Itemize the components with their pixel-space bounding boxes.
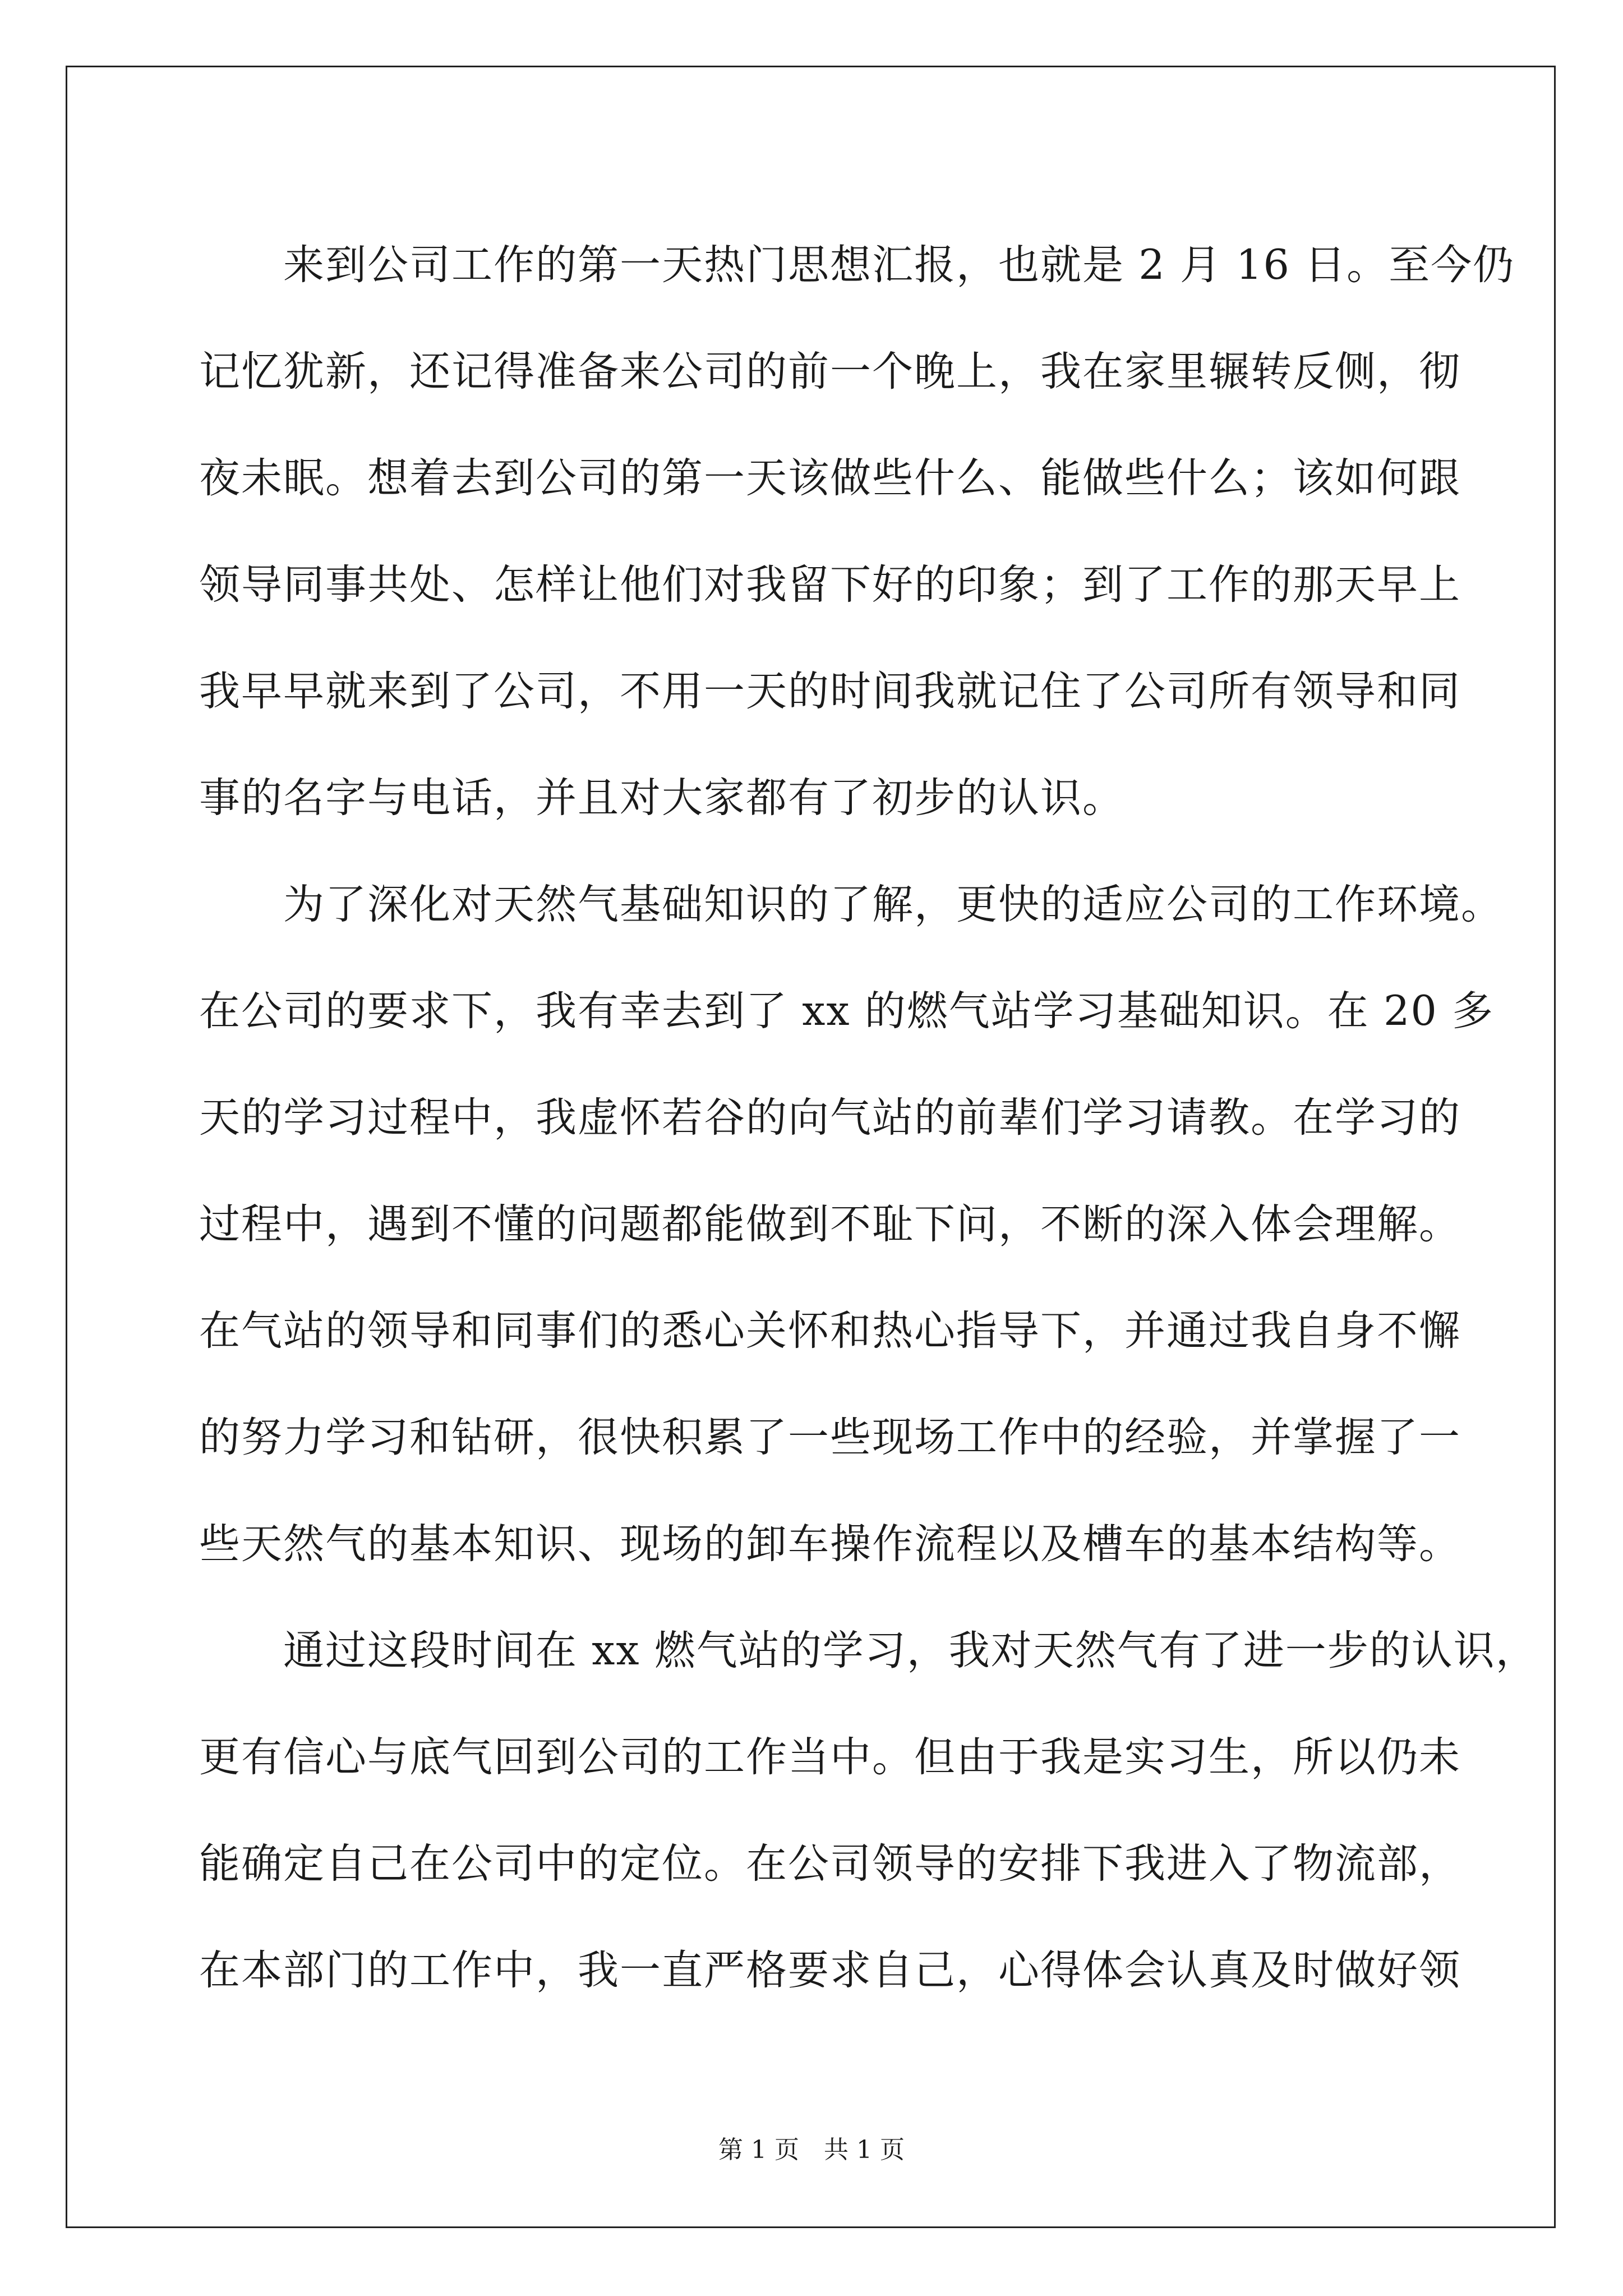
text-line: 事的名字与电话，并且对大家都有了初步的认识。 <box>199 774 1124 822</box>
paragraph-2 <box>199 852 1503 1598</box>
text-line: 领导同事共处、怎样让他们对我留下好的印象；到了工作的那天早上 <box>199 561 1461 609</box>
text-line: 来到公司工作的第一天热门思想汇报，也就是 2 月 16 日。至今仍 <box>283 241 1515 289</box>
text-line: 夜未眠。想着去到公司的第一天该做些什么、能做些什么；该如何跟 <box>199 454 1461 502</box>
text-line: 为了深化对天然气基础知识的了解，更快的适应公司的工作环境。 <box>283 881 1503 928</box>
text-line: 天的学习过程中，我虚怀若谷的向气站的前辈们学习请教。在学习的 <box>199 1094 1461 1142</box>
text-line: 记忆犹新，还记得准备来公司的前一个晚上，我在家里辗转反侧，彻 <box>199 348 1461 395</box>
text-line: 过程中，遇到不懂的问题都能做到不耻下问，不断的深入体会理解。 <box>199 1200 1461 1248</box>
document-body <box>199 212 1538 2024</box>
text-line: 通过这段时间在 xx 燃气站的学习，我对天然气有了进一步的认识， <box>283 1627 1538 1674</box>
text-line: 更有信心与底气回到公司的工作当中。但由于我是实习生，所以仍未 <box>199 1733 1461 1781</box>
text-line: 的努力学习和钻研，很快积累了一些现场工作中的经验，并掌握了一 <box>199 1414 1461 1461</box>
text-line: 些天然气的基本知识、现场的卸车操作流程以及槽车的基本结构等。 <box>199 1520 1461 1568</box>
text-line: 能确定自己在公司中的定位。在公司领导的安排下我进入了物流部， <box>199 1840 1461 1888</box>
text-line: 在气站的领导和同事们的悉心关怀和热心指导下，并通过我自身不懈 <box>199 1307 1461 1355</box>
text-line: 在公司的要求下，我有幸去到了 xx 的燃气站学习基础知识。在 20 多 <box>199 987 1495 1035</box>
page-footer <box>0 2133 1623 2167</box>
page-number: 第 1 页 <box>718 2136 799 2164</box>
page-total: 共 1 页 <box>824 2136 905 2164</box>
text-line: 我早早就来到了公司，不用一天的时间我就记住了公司所有领导和同 <box>199 668 1461 715</box>
paragraph-1 <box>199 212 1515 852</box>
text-line: 在本部门的工作中，我一直严格要求自己，心得体会认真及时做好领 <box>199 1947 1461 1994</box>
paragraph-3 <box>199 1598 1538 2024</box>
